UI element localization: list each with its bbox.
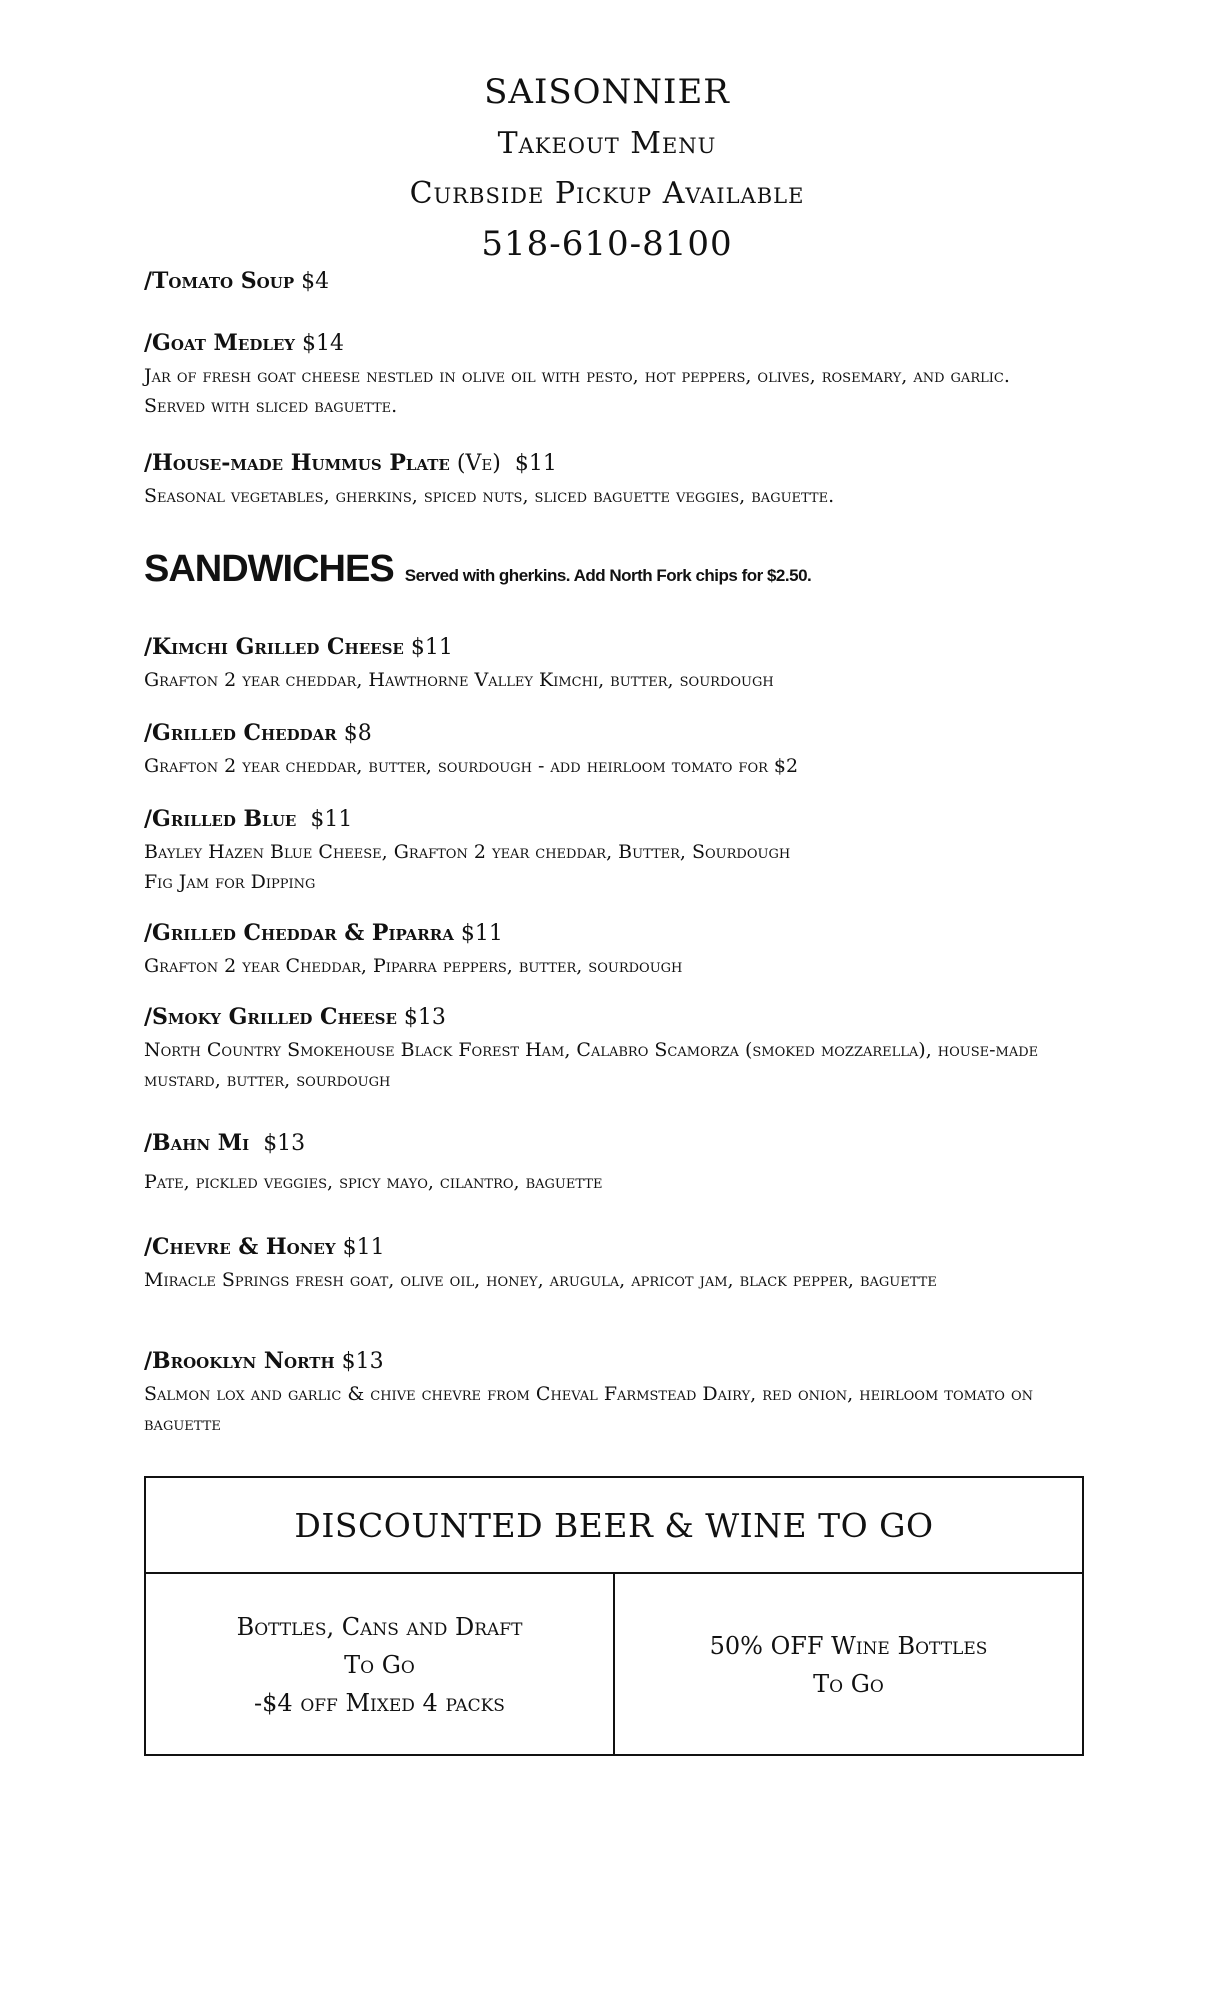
- item-price: $8: [343, 721, 372, 746]
- item-description: Grafton 2 year Cheddar, Piparra peppers, butter, sourdough: [144, 955, 683, 977]
- item-description: Bayley Hazen Blue Cheese, Grafton 2 year cheddar, Butter, Sourdough: [144, 841, 791, 863]
- menu-item: [144, 266, 1074, 297]
- item-description: Salmon lox and garlic & chive chevre from Cheval Farmstead Dairy, red onion, heirloom tomato on baguette: [144, 1383, 1034, 1435]
- promo-line: -$4 off Mixed 4 packs: [254, 1689, 505, 1717]
- sandwiches-header: [144, 548, 1124, 591]
- item-price: $11: [310, 807, 353, 832]
- menu-item: [144, 448, 1074, 511]
- item-name: /Chevre & Honey: [144, 1234, 336, 1260]
- item-name: /Grilled Blue: [144, 806, 297, 832]
- menu-item: [144, 804, 1074, 897]
- item-name: /Kimchi Grilled Cheese: [144, 634, 404, 660]
- promo-line: To Go: [344, 1651, 415, 1679]
- item-price: $11: [342, 1235, 385, 1260]
- item-price: $13: [341, 1349, 384, 1374]
- item-description: Grafton 2 year cheddar, butter, sourdough - add heirloom tomato for $2: [144, 755, 799, 777]
- menu-item: [144, 718, 1074, 781]
- restaurant-name: SAISONNIER: [484, 72, 730, 112]
- menu-item: [144, 632, 1074, 695]
- item-name: /House-made Hummus Plate: [144, 450, 450, 476]
- item-price: $11: [410, 635, 453, 660]
- item-name: /Tomato Soup: [144, 268, 295, 294]
- item-description: North Country Smokehouse Black Forest Ham, Calabro Scamorza (smoked mozzarella), house-made mustard, butter, sourdough: [144, 1039, 1039, 1091]
- item-name: /Grilled Cheddar & Piparra: [144, 920, 454, 946]
- promo-line: 50% OFF Wine Bottles: [709, 1632, 988, 1660]
- menu-title: Takeout Menu: [497, 126, 717, 161]
- item-description: Grafton 2 year cheddar, Hawthorne Valley Kimchi, butter, sourdough: [144, 669, 774, 691]
- item-description: Seasonal vegetables, gherkins, spiced nuts, sliced baguette veggies, baguette.: [144, 485, 835, 507]
- item-price: $13: [263, 1131, 306, 1156]
- section-title: SANDWICHES: [144, 548, 394, 590]
- item-price: $11: [460, 921, 503, 946]
- vegan-tag: (Ve): [456, 451, 501, 476]
- menu-item: [144, 1232, 1074, 1295]
- promo-title: DISCOUNTED BEER & WINE TO GO: [146, 1478, 1082, 1574]
- item-description: Jar of fresh goat cheese nestled in olive oil with pesto, hot peppers, olives, rosemary, and garlic. Served with sliced baguette.: [144, 365, 1010, 417]
- pickup-note: Curbside Pickup Available: [409, 176, 805, 211]
- promo-line: To Go: [813, 1670, 884, 1698]
- menu-item: [144, 1002, 1074, 1095]
- wine-promo: [615, 1574, 1082, 1756]
- item-description: Pate, pickled veggies, spicy mayo, cilantro, baguette: [144, 1171, 603, 1193]
- menu-item: [144, 328, 1074, 421]
- promo-line: Bottles, Cans and Draft: [236, 1613, 523, 1641]
- menu-item: [144, 918, 1074, 981]
- item-description-extra: Fig Jam for Dipping: [144, 871, 316, 893]
- item-name: /Bahn Mi: [144, 1130, 250, 1156]
- menu-item: [144, 1128, 1074, 1197]
- beer-wine-promo-box: [144, 1476, 1084, 1756]
- item-price: $4: [301, 269, 330, 294]
- section-note: Served with gherkins. Add North Fork chips for $2.50.: [404, 566, 812, 585]
- phone-number: 518-610-8100: [481, 224, 733, 264]
- item-name: /Grilled Cheddar: [144, 720, 337, 746]
- item-name: /Goat Medley: [144, 330, 296, 356]
- beer-promo: [146, 1574, 615, 1756]
- item-name: /Smoky Grilled Cheese: [144, 1004, 397, 1030]
- menu-item: [144, 1346, 1074, 1439]
- item-price: $13: [403, 1005, 446, 1030]
- item-name: /Brooklyn North: [144, 1348, 335, 1374]
- item-price: $14: [302, 331, 345, 356]
- item-description: Miracle Springs fresh goat, olive oil, honey, arugula, apricot jam, black pepper, baguette: [144, 1269, 937, 1291]
- item-price: $11: [514, 451, 557, 476]
